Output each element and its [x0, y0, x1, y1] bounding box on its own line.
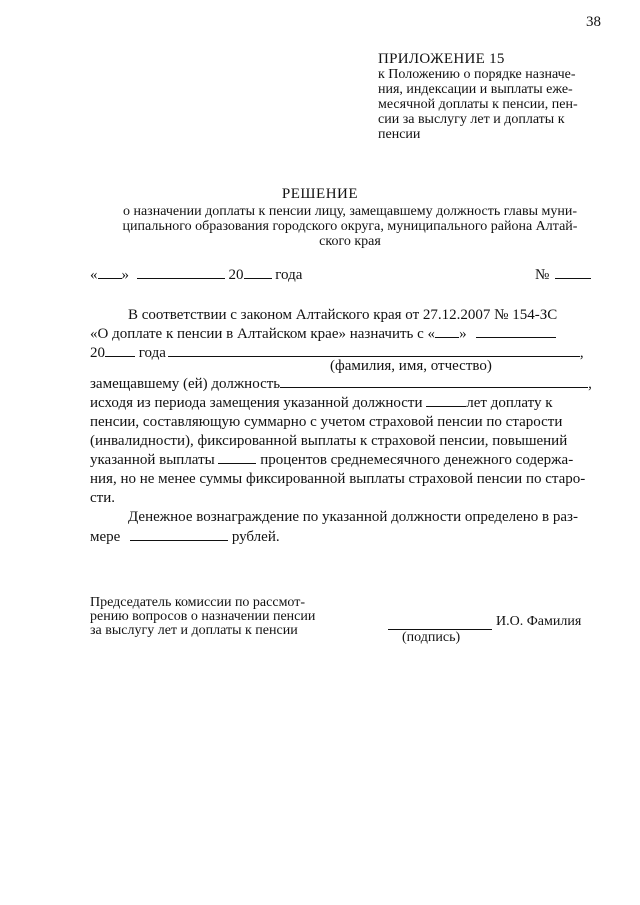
chair-line: за выслугу лет и доплаты к пенсии — [90, 623, 298, 638]
body-line-1: В соответствии с законом Алтайского края от 27.12.2007 № 154-ЗС — [128, 307, 558, 323]
appendix-title: ПРИЛОЖЕНИЕ 15 — [378, 51, 505, 67]
body-line-7: (инвалидности), фиксированной выплаты к страховой пенсии, повышений — [90, 433, 568, 449]
body-line-12 — [90, 528, 280, 548]
year-prefix: 20 — [228, 267, 244, 283]
number-field — [535, 266, 591, 284]
percent-blank[interactable] — [218, 451, 256, 464]
appendix-line: ния, индексации и выплаты еже- — [378, 82, 573, 97]
body-line-6: пенсии, составляющую суммарно с учетом страховой пенсии по старости — [90, 414, 563, 430]
line2-text: «О доплате к пенсии в Алтайском крае» назначить с « — [90, 326, 436, 342]
position-comma: , — [588, 376, 592, 392]
start-day-blank[interactable] — [435, 325, 459, 338]
subtitle-line: ципального образования городского округа, муниципального района Алтай- — [122, 219, 578, 234]
year-suffix: года — [275, 267, 303, 283]
years-blank[interactable] — [426, 394, 466, 407]
open-quote: « — [90, 267, 98, 283]
line3-comma: , — [579, 345, 584, 361]
number-sign: № — [535, 267, 550, 283]
chair-line: рению вопросов о назначении пенсии — [90, 609, 316, 624]
appendix-line: сии за выслугу лет и доплаты к — [378, 112, 565, 127]
body-line-5 — [90, 394, 553, 414]
day-blank[interactable] — [98, 266, 122, 279]
start-month-blank[interactable] — [476, 325, 556, 338]
year-blank[interactable] — [244, 266, 272, 279]
fio-blank[interactable] — [168, 344, 580, 357]
subtitle-line: о назначении доплаты к пенсии лицу, замещавшему должность главы муни- — [122, 204, 578, 219]
page-number: 38 — [586, 14, 601, 30]
position-label: замещавшему (ей) должность — [90, 376, 281, 392]
month-blank[interactable] — [137, 266, 225, 279]
line12-start: мере — [90, 529, 121, 545]
body-line-4 — [90, 375, 592, 395]
chair-line: Председатель комиссии по рассмот- — [90, 595, 306, 610]
start-year-blank[interactable] — [105, 344, 135, 357]
body-line-11: Денежное вознаграждение по указанной должности определено в раз- — [128, 509, 578, 525]
appendix-line: месячной доплаты к пенсии, пен- — [378, 97, 578, 112]
name-placeholder: И.О. Фамилия — [496, 614, 582, 629]
line5-text: исходя из периода замещения указанной должности — [90, 395, 423, 411]
line2-close-quote: » — [459, 326, 467, 342]
appendix-block — [378, 52, 578, 142]
chair-block — [90, 596, 315, 638]
salary-blank[interactable] — [130, 528, 228, 541]
subtitle-line: ского края — [319, 234, 381, 249]
close-quote: » — [121, 267, 129, 283]
line12-end: рублей. — [231, 529, 280, 545]
body-line-8 — [90, 451, 573, 471]
line3-year: 20 — [90, 345, 105, 361]
line3-suffix: года — [138, 345, 166, 361]
body-line-9: ния, но не менее суммы фиксированной выплаты страховой пенсии по старо- — [90, 471, 586, 487]
decision-title: РЕШЕНИЕ — [281, 186, 359, 202]
number-blank[interactable] — [555, 266, 591, 279]
position-blank[interactable] — [280, 375, 588, 388]
appendix-line: к Положению о порядке назначе- — [378, 67, 576, 82]
body-line-10: сти. — [90, 490, 115, 506]
line5-end: лет доплату к — [466, 395, 553, 411]
line8-end: процентов среднемесячного денежного содержа- — [260, 452, 574, 468]
line8-start: указанной выплаты — [90, 452, 215, 468]
signature-blank[interactable] — [388, 615, 492, 630]
signature-label: (подпись) — [402, 630, 461, 645]
body-line-2 — [90, 325, 556, 345]
appendix-line: пенсии — [378, 127, 421, 142]
fio-label: (фамилия, имя, отчество) — [330, 358, 492, 374]
date-line — [90, 266, 302, 284]
decision-subtitle — [90, 204, 610, 249]
